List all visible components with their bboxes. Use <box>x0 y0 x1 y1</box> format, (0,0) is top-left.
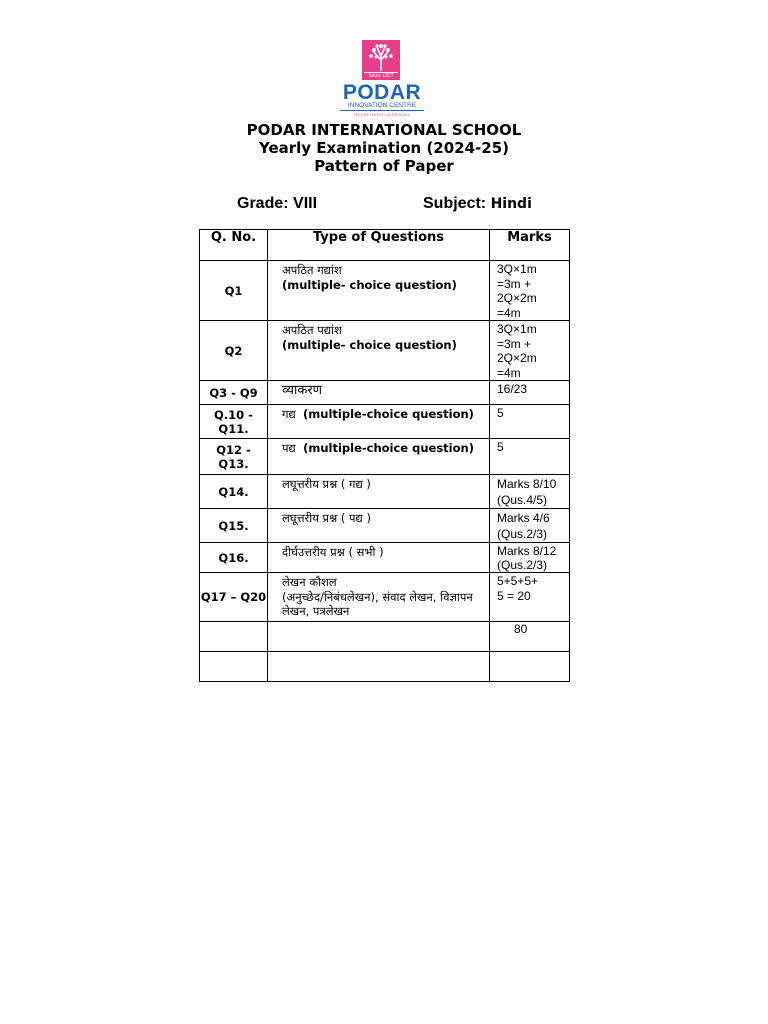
question-marks: 5+5+5+ 5 = 20 <box>490 573 570 622</box>
question-marks: Marks 4/6 (Qus.2/3) <box>490 509 570 543</box>
question-number: Q17 – Q20 <box>200 573 268 622</box>
logo-tagline: REDEFINING LEARNING <box>354 112 410 117</box>
question-marks: 3Q×1m =3m + 2Q×2m =4m <box>490 261 570 321</box>
question-marks: 5 <box>490 439 570 475</box>
question-marks: 3Q×1m =3m + 2Q×2m =4m <box>490 321 570 381</box>
empty-cell <box>200 622 268 652</box>
question-type: अपठित पद्यांश (multiple- choice question) <box>268 321 490 381</box>
logo-wordmark: PODAR <box>342 81 422 104</box>
school-logo <box>332 38 432 118</box>
question-marks: Marks 8/10 (Qus.4/5) <box>490 475 570 509</box>
table-row <box>200 439 570 475</box>
question-type: लघूत्तरीय प्रश्न ( गद्य ) <box>268 475 490 509</box>
question-marks: 16/23 <box>490 381 570 405</box>
total-marks: 80 <box>490 622 570 652</box>
document-title: Pattern of Paper <box>314 157 454 175</box>
question-number: Q.10 - Q11. <box>200 405 268 439</box>
question-type: दीर्घउत्तरीय प्रश्न ( सभी ) <box>268 543 490 573</box>
table-row-empty <box>200 652 570 682</box>
question-number: Q1 <box>200 261 268 321</box>
table-row <box>200 381 570 405</box>
question-number: Q16. <box>200 543 268 573</box>
column-header-marks: Marks <box>490 230 570 261</box>
question-type: पद्य (multiple-choice question) <box>268 439 490 475</box>
question-number: Q15. <box>200 509 268 543</box>
empty-cell <box>268 622 490 652</box>
question-number: Q2 <box>200 321 268 381</box>
school-name: PODAR INTERNATIONAL SCHOOL <box>246 121 522 139</box>
question-type: लेखन कौशल (अनुच्छेद/निबंधलेखन), संवाद लेखन, विज्ञापन लेखन, पत्रलेखन <box>268 573 490 622</box>
question-type: लघूत्तरीय प्रश्न ( पद्य ) <box>268 509 490 543</box>
empty-cell <box>200 652 268 682</box>
table-row-total <box>200 622 570 652</box>
empty-cell <box>268 652 490 682</box>
table-header-row <box>200 230 570 261</box>
question-type: अपठित गद्यांश (multiple- choice question) <box>268 261 490 321</box>
question-number: Q14. <box>200 475 268 509</box>
empty-cell <box>490 652 570 682</box>
tree-logo-icon <box>362 40 400 80</box>
question-marks: 5 <box>490 405 570 439</box>
subject-value: Hindi <box>490 196 532 212</box>
subject-label: Subject: Hindi <box>423 195 532 212</box>
table-row <box>200 509 570 543</box>
table-row <box>200 543 570 573</box>
paper-pattern-table <box>199 229 570 682</box>
exam-title: Yearly Examination (2024-25) <box>258 139 509 157</box>
logo-subtitle: INNOVATION CENTRE <box>347 102 416 109</box>
table-row <box>200 573 570 622</box>
question-marks: Marks 8/12 (Qus.2/3) <box>490 543 570 573</box>
table-row <box>200 405 570 439</box>
table-row <box>200 475 570 509</box>
logo-divider <box>340 110 424 111</box>
table-row <box>200 261 570 321</box>
question-type: गद्य (multiple-choice question) <box>268 405 490 439</box>
question-type: व्याकरण <box>268 381 490 405</box>
grade-label: Grade: VIII <box>237 195 318 212</box>
column-header-type: Type of Questions <box>268 230 490 261</box>
column-header-qno: Q. No. <box>200 230 268 261</box>
question-number: Q12 - Q13. <box>200 439 268 475</box>
logo-since: Since 1927 <box>364 72 398 79</box>
question-number: Q3 - Q9 <box>200 381 268 405</box>
table-row <box>200 321 570 381</box>
